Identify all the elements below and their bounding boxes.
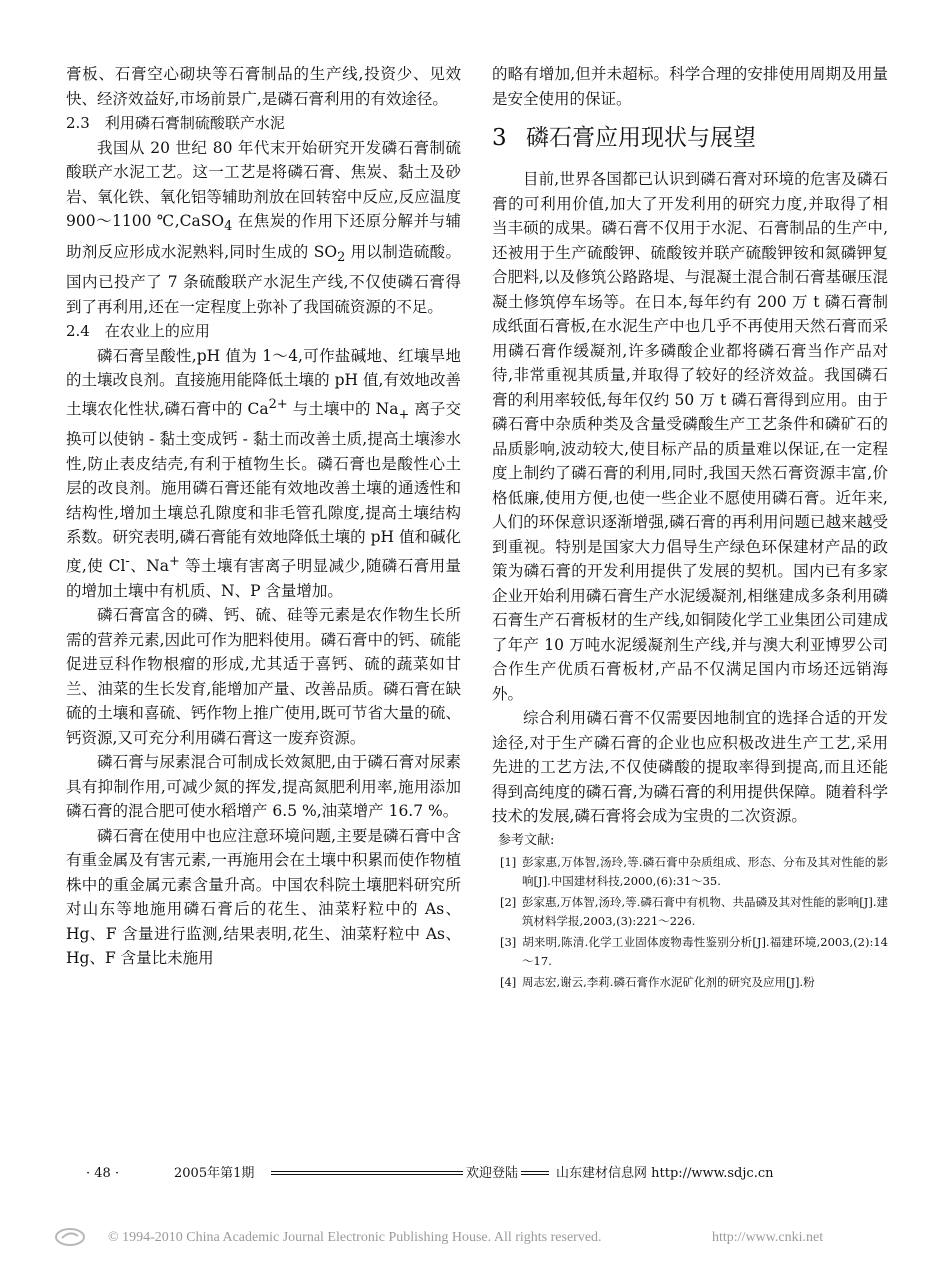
reference-item: [2] 彭家惠,万体智,汤玲,等.磷石膏中有机物、共晶磷及其对性能的影响[J].建筑材料学报,2003,(3):221～226.: [500, 894, 888, 928]
copyright-text: © 1994-2010 China Academic Journal Electronic Publishing House. All rights reserved.: [108, 1230, 602, 1245]
reference-item: [3] 胡来明,陈清.化学工业固体废物毒性鉴别分析[J].福建环境,2003,(2):14～17.: [500, 934, 888, 968]
paragraph: 综合利用磷石膏不仅需要因地制宜的选择合适的开发途径,对于生产磷石膏的企业也应积极改进生产工艺,采用先进的工艺方法,不仅使磷酸的提取率得到提高,而且还能得到高纯度的磷石膏,为磷石膏的利用提供保障。随着科学技术的发展,磷石膏将会成为宝贵的二次资源。: [492, 709, 888, 825]
welcome-text: 欢迎登陆: [466, 1166, 519, 1181]
paragraph: 的略有增加,但并未超标。科学合理的安排使用周期及用量是安全使用的保证。: [492, 65, 888, 108]
reference-item: [4] 周志宏,谢云,李莉.磷石膏作水泥矿化剂的研究及应用[J].粉: [500, 974, 815, 989]
left-column: [66, 62, 461, 971]
footer-double-rule: [271, 1171, 463, 1175]
cnki-logo-icon: [54, 1226, 86, 1248]
reference-item: [1] 彭家惠,万体智,汤玲,等.磷石膏中杂质组成、形态、分布及其对性能的影响[J].中国建材科技,2000,(6):31～35.: [500, 854, 888, 888]
issue-label: 2005年第1期: [174, 1166, 255, 1181]
paragraph: 磷石膏富含的磷、钙、硫、硅等元素是农作物生长所需的营养元素,因此可作为肥料使用。磷石膏中的钙、硫能促进豆科作物根瘤的形成,尤其适于喜钙、硫的蔬菜如甘兰、油菜的生长发育,能增加产量、改善品质。磷石膏在缺硫的土壤和喜硫、钙作物上推广使用,既可节省大量的硫、钙资源,又可充分利用磷石膏这一废弃资源。: [66, 606, 461, 747]
cnki-url[interactable]: http://www.cnki.net: [712, 1230, 824, 1245]
paragraph: 磷石膏与尿素混合可制成长效氮肥,由于磷石膏对尿素具有抑制作用,可减少氮的挥发,提高氮肥利用率,施用添加磷石膏的混合肥可使水稻增产 6.5 %,油菜增产 16.7 %。: [66, 753, 461, 821]
copyright-bar: [0, 1222, 950, 1254]
site-link-text: 山东建材信息网 http://www.sdjc.cn: [556, 1166, 774, 1181]
page-number: · 48 ·: [86, 1166, 120, 1181]
right-column: [492, 62, 888, 994]
footer-double-rule: [521, 1171, 549, 1175]
paragraph: 我国从 20 世纪 80 年代末开始研究开发磷石膏制硫酸联产水泥工艺。这一工艺是将磷石膏、焦炭、黏土及砂岩、氧化铁、氧化铝等辅助剂放在回转窑中反应,反应温度 900～1100 ℃,CaSO$_4$ 在焦炭的作用下还原分解并与辅助剂反应形成水泥熟料,同时生成的 $SO_2$ 用以制造硫酸。国内已投产了 7 条硫酸联产水泥生产线,不仅使磷石膏得到了再利用,还在一定程度上弥补了我国硫资源的不足。: [66, 138, 461, 316]
paragraph: 目前,世界各国都已认识到磷石膏对环境的危害及磷石膏的可利用价值,加大了开发利用的研究力度,并取得了相当丰硕的成果。磷石膏不仅用于水泥、石膏制品的生产中,还被用于生产硫酸钾、硫酸铵并联产硫酸钾铵和氮磷钾复合肥料,以及修筑公路路堤、与混凝土混合制石膏基碾压混凝土修筑停车场等。在日本,每年约有 200 万 t 磷石膏制成纸面石膏板,在水泥生产中也几乎不再使用天然石膏而采用磷石膏作缓凝剂,许多磷酸企业都将磷石膏当作产品对待,非常重视其质量,并取得了较好的经济效益。我国磷石膏的利用率较低,每年仅约 50 万 t 磷石膏得到应用。由于磷石膏中杂质种类及含量受磷酸生产工艺条件和磷矿石的品质影响,波动较大,使目标产品的质量难以保证,在一定程度上制约了磷石膏的利用,同时,我国天然石膏资源丰富,价格低廉,使用方便,也使一些企业不愿使用磷石膏。近年来,人们的环保意识逐渐增强,磷石膏的再利用问题已越来越受到重视。特别是国家大力倡导生产绿色环保建材产品的政策为磷石膏的开发利用提供了发展的契机。国内已有多家企业开始利用磷石膏生产水泥缓凝剂,相继建成多条利用磷石膏生产石膏板材的生产线,如铜陵化学工业集团公司建成了年产 10 万吨水泥缓凝剂生产线,并与澳大利亚博罗公司合作生产优质石膏板材,产品不仅满足国内市场还远销海外。: [492, 170, 888, 703]
section-heading-3: 3 磷石膏应用现状与展望: [492, 125, 756, 151]
paragraph: 膏板、石膏空心砌块等石膏制品的生产线,投资少、见效快、经济效益好,市场前景广,是磷石膏利用的有效途径。: [66, 65, 461, 108]
page-footer: [66, 1163, 888, 1185]
references-title: 参考文献:: [498, 832, 555, 848]
paragraph: 磷石膏在使用中也应注意环境问题,主要是磷石膏中含有重金属及有害元素,一再施用会在土壤中积累而使作物植株中的重金属元素含量升高。中国农科院土壤肥料研究所对山东等地施用磷石膏后的花生、油菜籽粒中的 As、Hg、F 含量进行监测,结果表明,花生、油菜籽粒中 As、Hg、F 含量比未施用: [66, 826, 461, 968]
section-heading-2-3: 2.3 利用磷石膏制硫酸联产水泥: [66, 114, 285, 132]
section-heading-2-4: 2.4 在农业上的应用: [66, 322, 210, 341]
paragraph: 磷石膏呈酸性,pH 值为 1～4,可作盐碱地、红壤旱地的土壤改良剂。直接施用能降低土壤的 pH 值,有效地改善土壤农化性状,磷石膏中的 $Ca^{2+}$ 与土壤中的 $Na_+$ 离子交换可以使钠 - 黏土变成钙 - 黏土而改善土质,提高土壤渗水性,防止表皮结壳,有利于植物生长。磷石膏也是酸性心土层的改良剂。施用磷石膏还能有效地改善土壤的通透性和结构性,增加土壤总孔隙度和非毛管孔隙度,提高土壤结构系数。研究表明,磷石膏能有效地降低土壤的 pH 值和碱化度,使 Cl-、Na+ 等土壤有害离子明显减少,随磷石膏用量的增加土壤中有机质、N、P 含量增加。: [66, 346, 462, 600]
